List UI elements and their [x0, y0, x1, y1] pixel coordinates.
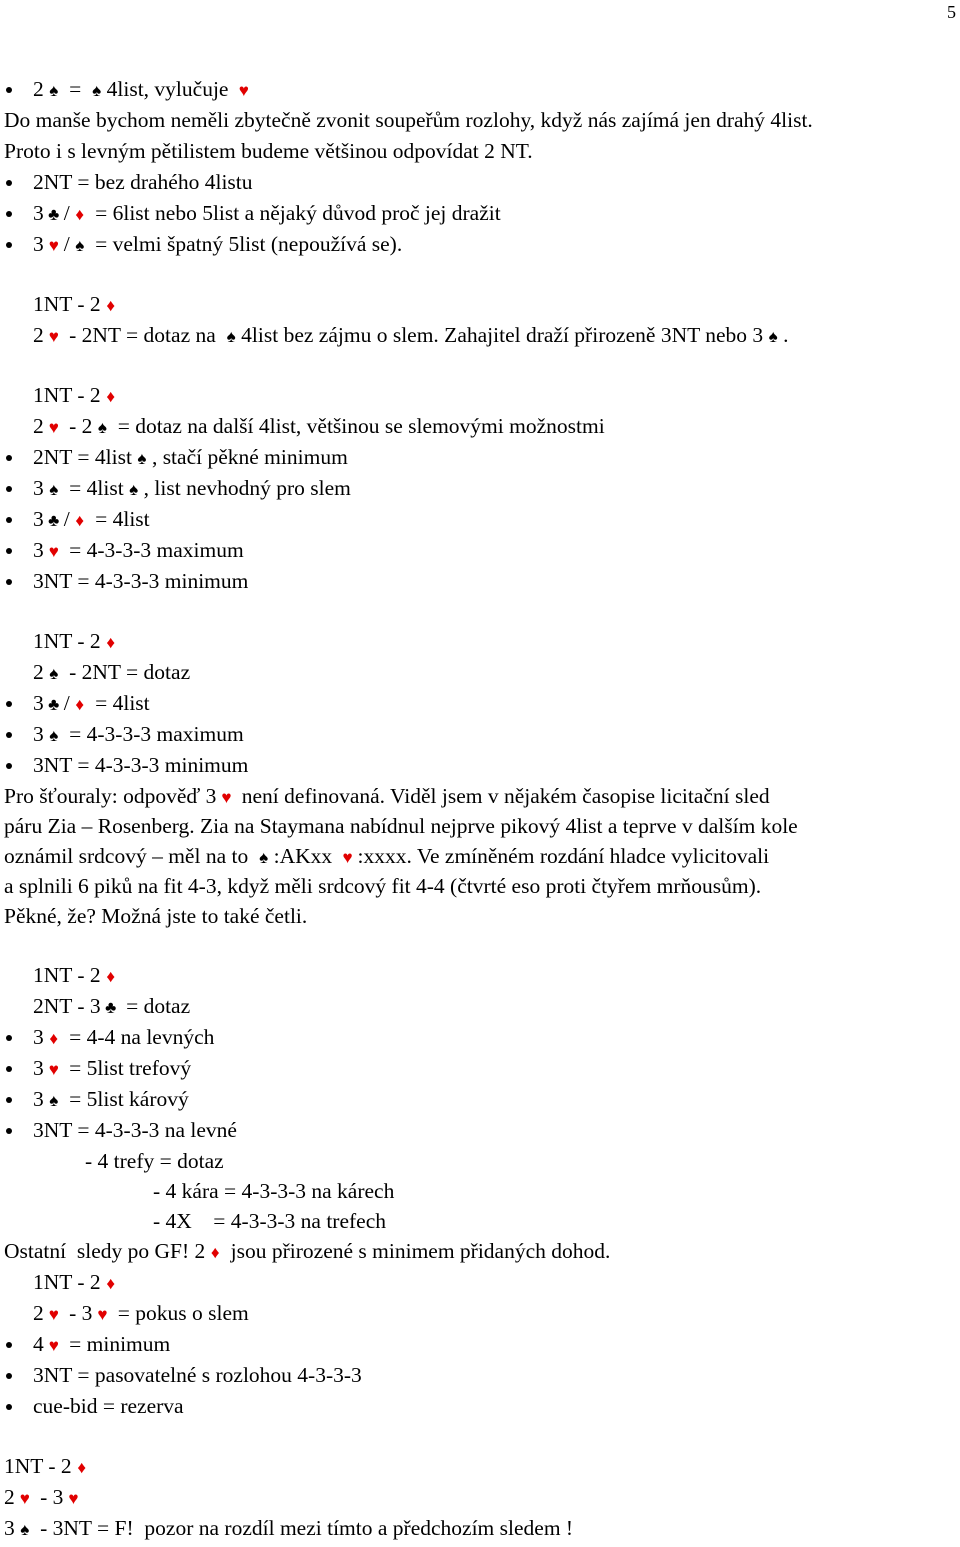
red-suit-symbol: ♥ — [48, 1305, 59, 1324]
bullet-line: 3NT = 4-3-3-3 minimum — [0, 750, 960, 781]
black-suit-symbol: ♠ — [49, 480, 59, 499]
bidding-line: 2 ♠ - 2NT = dotaz — [0, 657, 960, 688]
bullet-line: 3 ♥ / ♠ = velmi špatný 5list (nepoužívá se). — [0, 229, 960, 260]
spacer — [0, 931, 960, 960]
red-suit-symbol: ♦ — [106, 967, 116, 986]
spacer — [0, 351, 960, 380]
red-suit-symbol: ♦ — [106, 633, 116, 652]
black-suit-symbol: ♠ — [137, 449, 147, 468]
black-suit-symbol: ♠ — [75, 236, 85, 255]
red-suit-symbol: ♥ — [48, 236, 59, 255]
spacer — [0, 597, 960, 626]
bidding-line: 3 ♠ - 3NT = F! pozor na rozdíl mezi tímto a předchozím sledem ! — [0, 1513, 960, 1544]
red-suit-symbol: ♥ — [342, 848, 353, 867]
bidding-line: 1NT - 2 ♦ — [0, 289, 960, 320]
paragraph-line: Do manše bychom neměli zbytečně zvonit soupeřům rozlohy, když nás zajímá jen drahý 4list. — [4, 108, 813, 132]
red-suit-symbol: ♦ — [106, 387, 116, 406]
spacer — [0, 260, 960, 289]
red-suit-symbol: ♦ — [75, 695, 85, 714]
bidding-line: 1NT - 2 ♦ — [0, 960, 960, 991]
bullet-line: 3 ♣ / ♦ = 6list nebo 5list a nějaký důvod proč jej dražit — [0, 198, 960, 229]
bullet-line: 4 ♥ = minimum — [0, 1329, 960, 1360]
black-suit-symbol: ♠ — [226, 327, 236, 346]
bidding-line: 2NT - 3 ♣ = dotaz — [0, 991, 960, 1022]
black-suit-symbol: ♣ — [48, 205, 60, 224]
sub-line: - 4 trefy = dotaz — [85, 1149, 224, 1173]
bidding-line: 2 ♥ - 2 ♠ = dotaz na další 4list, většinou se slemovými možnostmi — [0, 411, 960, 442]
spacer — [0, 1422, 960, 1451]
bullet-line: 2NT = bez drahého 4listu — [0, 167, 960, 198]
black-suit-symbol: ♣ — [48, 511, 60, 530]
black-suit-symbol: ♠ — [49, 81, 59, 100]
paragraph-line: Ostatní sledy po GF! 2 ♦ jsou přirozené s minimem přidaných dohod. — [0, 1236, 960, 1267]
document-body — [0, 74, 960, 1544]
paragraph-line: a splnili 6 piků na fit 4-3, když měli srdcový fit 4-4 (čtvrté eso proti čtyřem mrňousům). — [4, 874, 762, 898]
sub-line: - 4X = 4-3-3-3 na trefech — [153, 1209, 387, 1233]
bullet-line: 2 ♠ = ♠ 4list, vylučuje ♥ — [0, 74, 960, 105]
black-suit-symbol: ♠ — [259, 848, 269, 867]
black-suit-symbol: ♣ — [105, 998, 117, 1017]
bullet-line: 3 ♠ = 4list ♠ , list nevhodný pro slem — [0, 473, 960, 504]
bullet-line: 3 ♠ = 4-3-3-3 maximum — [0, 719, 960, 750]
red-suit-symbol: ♥ — [48, 327, 59, 346]
black-suit-symbol: ♠ — [49, 1091, 59, 1110]
bullet-line: 3 ♥ = 5list trefový — [0, 1053, 960, 1084]
page-number: 5 — [947, 2, 956, 22]
black-suit-symbol: ♠ — [49, 664, 59, 683]
black-suit-symbol: ♠ — [49, 726, 59, 745]
black-suit-symbol: ♠ — [92, 81, 102, 100]
bullet-line: 3NT = pasovatelné s rozlohou 4-3-3-3 — [0, 1360, 960, 1391]
bidding-line: 1NT - 2 ♦ — [0, 1451, 960, 1482]
bullet-line: 3 ♥ = 4-3-3-3 maximum — [0, 535, 960, 566]
bullet-line: 2NT = 4list ♠ , stačí pěkné minimum — [0, 442, 960, 473]
paragraph-line: páru Zia – Rosenberg. Zia na Staymana nabídnul nejprve pikový 4list a teprve v dalším kole — [4, 814, 798, 838]
black-suit-symbol: ♣ — [48, 695, 60, 714]
bidding-line: 1NT - 2 ♦ — [0, 1267, 960, 1298]
red-suit-symbol: ♦ — [75, 511, 85, 530]
red-suit-symbol: ♥ — [97, 1305, 108, 1324]
red-suit-symbol: ♥ — [19, 1489, 30, 1508]
black-suit-symbol: ♠ — [20, 1520, 30, 1539]
bidding-line: 2 ♥ - 3 ♥ = pokus o slem — [0, 1298, 960, 1329]
black-suit-symbol: ♠ — [97, 418, 107, 437]
red-suit-symbol: ♦ — [106, 296, 116, 315]
sub-line: - 4 kára = 4-3-3-3 na kárech — [153, 1179, 395, 1203]
paragraph-line: Proto i s levným pětilistem budeme většinou odpovídat 2 NT. — [4, 139, 533, 163]
bidding-line: 1NT - 2 ♦ — [0, 626, 960, 657]
paragraph-line: Pro šťouraly: odpověď 3 ♥ není definovaná. Viděl jsem v nějakém časopise licitační sled — [0, 781, 960, 811]
red-suit-symbol: ♦ — [106, 1274, 116, 1293]
bullet-line: 3NT = 4-3-3-3 na levné — [0, 1115, 960, 1146]
red-suit-symbol: ♥ — [48, 542, 59, 561]
red-suit-symbol: ♦ — [210, 1243, 220, 1262]
paragraph-line: oznámil srdcový – měl na to ♠ :AKxx ♥ :xxxx. Ve zmíněném rozdání hladce vylicitovali — [0, 841, 960, 871]
black-suit-symbol: ♠ — [129, 480, 139, 499]
bullet-line: cue-bid = rezerva — [0, 1391, 960, 1422]
red-suit-symbol: ♥ — [48, 1336, 59, 1355]
bullet-line: 3 ♣ / ♦ = 4list — [0, 688, 960, 719]
bidding-line: 2 ♥ - 3 ♥ — [0, 1482, 960, 1513]
red-suit-symbol: ♥ — [48, 1060, 59, 1079]
red-suit-symbol: ♥ — [48, 418, 59, 437]
bullet-line: 3NT = 4-3-3-3 minimum — [0, 566, 960, 597]
red-suit-symbol: ♦ — [75, 205, 85, 224]
bidding-line: 1NT - 2 ♦ — [0, 380, 960, 411]
red-suit-symbol: ♦ — [49, 1029, 59, 1048]
red-suit-symbol: ♥ — [68, 1489, 79, 1508]
red-suit-symbol: ♦ — [77, 1458, 87, 1477]
bullet-line: 3 ♠ = 5list kárový — [0, 1084, 960, 1115]
bullet-line: 3 ♦ = 4-4 na levných — [0, 1022, 960, 1053]
paragraph-line: Pěkné, že? Možná jste to také četli. — [4, 904, 308, 928]
red-suit-symbol: ♥ — [221, 788, 232, 807]
bidding-line: 2 ♥ - 2NT = dotaz na ♠ 4list bez zájmu o slem. Zahajitel draží přirozeně 3NT nebo 3 ♠ . — [0, 320, 960, 351]
black-suit-symbol: ♠ — [768, 327, 778, 346]
bullet-line: 3 ♣ / ♦ = 4list — [0, 504, 960, 535]
red-suit-symbol: ♥ — [238, 81, 249, 100]
